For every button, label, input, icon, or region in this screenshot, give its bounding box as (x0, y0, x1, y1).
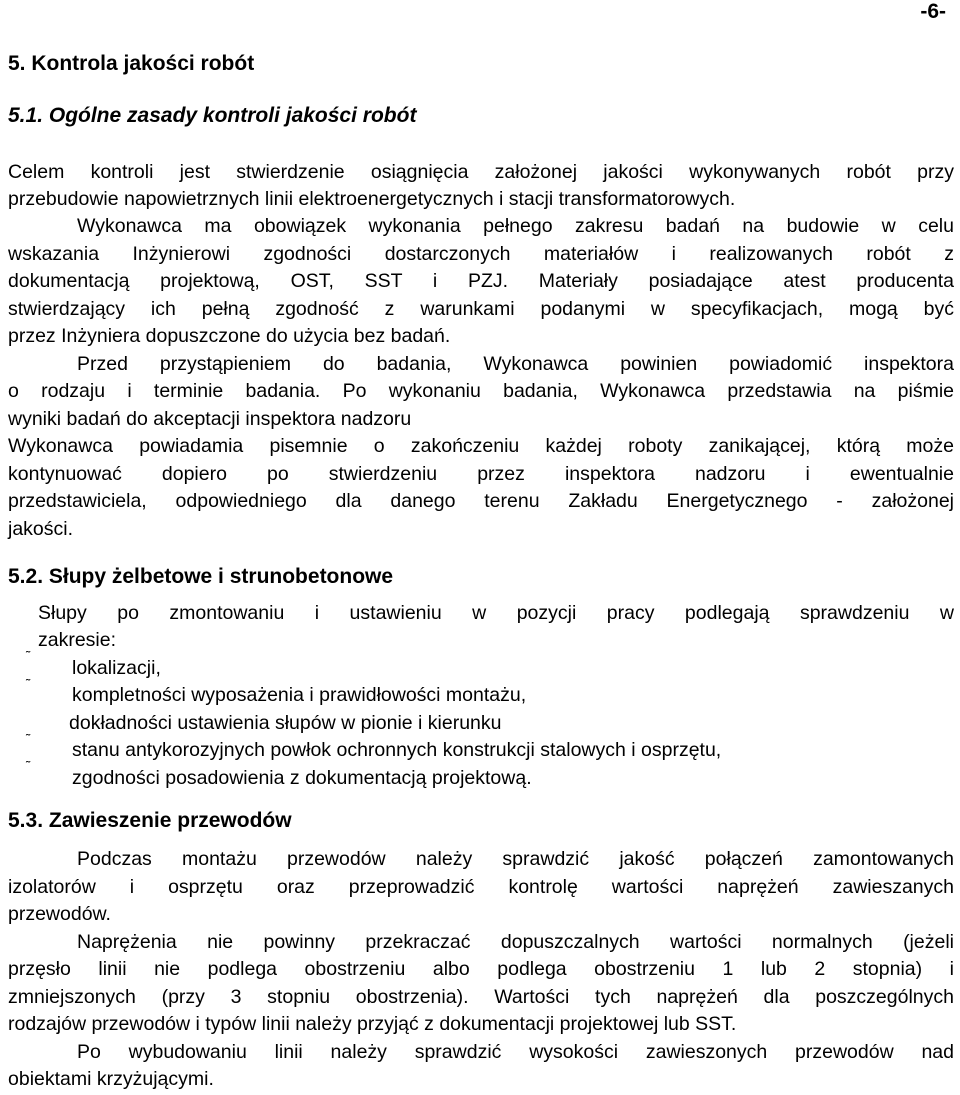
bullet-marker: ˜ (26, 731, 31, 746)
paragraph-line: przewodów. (8, 903, 111, 925)
list-item: dokładności ustawienia słupów w pionie i kierunku (69, 712, 502, 734)
paragraph-line: Naprężenia nie powinny przekraczać dopuszczalnych wartości normalnych (jeżeli (77, 931, 954, 953)
paragraph-line: kontynuować dopiero po stwierdzeniu przez inspektora nadzoru i ewentualnie (8, 463, 954, 485)
list-item: zgodności posadowienia z dokumentacją projektową. (72, 767, 532, 789)
paragraph-line: obiektami krzyżującymi. (8, 1068, 214, 1090)
list-item: lokalizacji, (72, 657, 161, 679)
paragraph-line: wskazania Inżynierowi zgodności dostarczonych materiałów i realizowanych robót z (8, 243, 954, 265)
paragraph-line: Przed przystąpieniem do badania, Wykonawca powinien powiadomić inspektora (77, 353, 954, 375)
paragraph-line: stwierdzający ich pełną zgodność z warunkami podanymi w specyfikacjach, mogą być (8, 298, 954, 320)
section-5-2-heading: 5.2. Słupy żelbetowe i strunobetonowe (8, 565, 394, 588)
section-5-3-heading: 5.3. Zawieszenie przewodów (8, 809, 292, 832)
bullet-marker: ˜ (26, 676, 31, 691)
paragraph-line: przęsło linii nie podlega obostrzeniu albo podlega obostrzeniu 1 lub 2 stopnia) i (8, 958, 954, 980)
section-5-1-heading: 5.1. Ogólne zasady kontroli jakości robót (8, 104, 417, 127)
paragraph-line: Celem kontroli jest stwierdzenie osiągnięcia założonej jakości wykonywanych robót przy (8, 161, 954, 183)
paragraph-line: wyniki badań do akceptacji inspektora nadzoru (8, 408, 412, 430)
bullet-marker: ˜ (26, 758, 31, 773)
paragraph-line: Wykonawca powiadamia pisemnie o zakończeniu każdej roboty zanikającej, którą może (8, 435, 954, 457)
paragraph-line: Podczas montażu przewodów należy sprawdzić jakość połączeń zamontowanych (77, 848, 954, 870)
paragraph-line: przebudowie napowietrznych linii elektroenergetycznych i stacji transformatorowych. (8, 188, 736, 210)
paragraph-line: izolatorów i osprzętu oraz przeprowadzić kontrolę wartości naprężeń zawieszanych (8, 876, 954, 898)
paragraph-line: jakości. (8, 518, 74, 540)
paragraph-line: dokumentacją projektową, OST, SST i PZJ. Materiały posiadające atest producenta (8, 270, 954, 292)
list-item: kompletności wyposażenia i prawidłowości montażu, (72, 684, 527, 706)
paragraph-line: rodzajów przewodów i typów linii należy przyjąć z dokumentacji projektowej lub SST. (8, 1013, 737, 1035)
paragraph-line: o rodzaju i terminie badania. Po wykonaniu badania, Wykonawca przedstawia na piśmie (8, 380, 954, 402)
paragraph-line: Wykonawca ma obowiązek wykonania pełnego zakresu badań na budowie w celu (77, 215, 954, 237)
paragraph-line: przez Inżyniera dopuszczone do użycia bez badań. (8, 325, 451, 347)
paragraph-line: Po wybudowaniu linii należy sprawdzić wysokości zawieszonych przewodów nad (77, 1041, 954, 1063)
page-number: -6- (920, 0, 946, 23)
paragraph-line: zakresie: (38, 629, 117, 651)
section-5-heading: 5. Kontrola jakości robót (8, 52, 255, 75)
paragraph-line: zmniejszonych (przy 3 stopniu obostrzenia). Wartości tych naprężeń dla poszczególnych (8, 986, 954, 1008)
list-item: stanu antykorozyjnych powłok ochronnych konstrukcji stalowych i osprzętu, (72, 739, 722, 761)
paragraph-line: Słupy po zmontowaniu i ustawieniu w pozycji pracy podlegają sprawdzeniu w (38, 602, 954, 624)
bullet-marker: ˜ (26, 648, 31, 663)
paragraph-line: przedstawiciela, odpowiedniego dla danego terenu Zakładu Energetycznego - założonej (8, 490, 954, 512)
